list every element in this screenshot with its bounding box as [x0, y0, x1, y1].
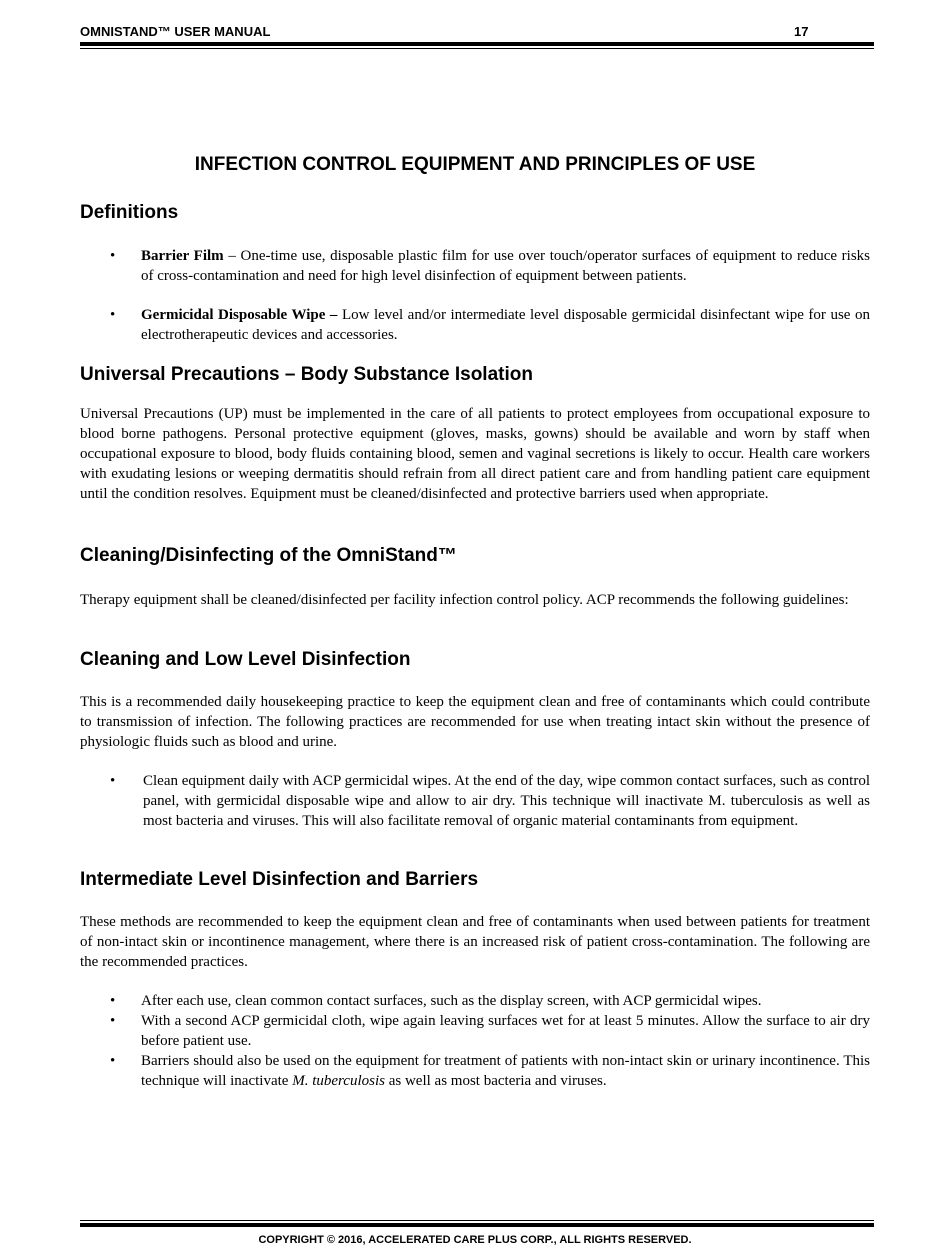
footer-rule-thick [80, 1223, 874, 1227]
list-item [80, 771, 870, 831]
bullet-text: Clean equipment daily with ACP germicidal wipes. At the end of the day, wipe common contact surfaces, such as control panel, with germicidal disposable wipe and allow to air dry. This technique will inactivate M. tuberculosis as well as most bacteria and viruses. This will also facilitate removal of organic material contaminants from equipment. [143, 773, 870, 829]
definition-text: Low level and/or intermediate level disposable germicidal disinfectant wipe for use on electrotherapeutic devices and accessories. [141, 307, 870, 343]
bullet-icon: • [110, 1013, 116, 1029]
bullet-icon: • [110, 248, 116, 264]
universal-precautions-paragraph: Universal Precautions (UP) must be implemented in the care of all patients to protect employees from occupational exposure to blood borne pathogens. Personal protective equipment (gloves, masks, gowns) should be available and worn by staff when occupational exposure to blood, body fluids containing blood, semen and vaginal secretions is likely to occur. Health care workers with exudating lesions or weeping dermatitis should refrain from all direct patient care and from handling patient care equipment until the condition resolves. Equipment must be cleaned/disinfected and protective barriers used when appropriate. [80, 406, 870, 502]
footer-rule-thin [80, 1220, 874, 1221]
list-item [80, 1051, 870, 1091]
heading-universal-precautions: Universal Precautions – Body Substance Isolation [80, 364, 533, 385]
bullet-text: With a second ACP germicidal cloth, wipe again leaving surfaces wet for at least 5 minutes. Allow the surface to air dry before patient use. [141, 1013, 870, 1049]
list-item [80, 1011, 870, 1051]
list-item [80, 991, 870, 1011]
copyright-footer: COPYRIGHT © 2016, ACCELERATED CARE PLUS CORP., ALL RIGHTS RESERVED. [258, 1234, 692, 1246]
heading-low-level-disinfection: Cleaning and Low Level Disinfection [80, 649, 411, 670]
definition-term: Barrier Film [141, 248, 224, 264]
organism-name: M. tuberculosis [292, 1073, 385, 1089]
manual-title: OMNISTAND™ USER MANUAL [80, 24, 271, 39]
definition-text: – One-time use, disposable plastic film for use over touch/operator surfaces of equipment to reduce risks of cross-contamination and need for high level disinfection of equipment between patients. [141, 248, 870, 284]
list-item [80, 305, 870, 345]
cleaning-omnistand-paragraph: Therapy equipment shall be cleaned/disinfected per facility infection control policy. ACP recommends the following guidelines: [80, 592, 849, 608]
low-level-list [80, 771, 870, 831]
bullet-icon: • [110, 307, 116, 323]
intermediate-level-list [80, 991, 870, 1091]
definitions-list [80, 246, 870, 345]
page-title: INFECTION CONTROL EQUIPMENT AND PRINCIPLES OF USE [194, 154, 756, 175]
page-number: 17 [794, 24, 809, 39]
intermediate-level-paragraph: These methods are recommended to keep the equipment clean and free of contaminants when used between patients for treatment of non-intact skin or incontinence management, where there is an increased risk of patient cross-contamination. The following are the recommended practices. [80, 914, 870, 970]
heading-intermediate-level: Intermediate Level Disinfection and Barriers [80, 869, 479, 890]
list-item [80, 246, 870, 286]
bullet-icon: • [110, 993, 116, 1009]
bullet-text: After each use, clean common contact surfaces, such as the display screen, with ACP germicidal wipes. [141, 993, 762, 1009]
bullet-text: as well as most bacteria and viruses. [384, 1073, 607, 1089]
definition-term: Germicidal Disposable Wipe – [141, 307, 338, 323]
header-rule-thick [80, 42, 874, 46]
page-header [80, 22, 873, 42]
low-level-paragraph: This is a recommended daily housekeeping practice to keep the equipment clean and free of contaminants which could contribute to transmission of infection. The following practices are recommended for use when treating intact skin without the presence of physiologic fluids such as blood and urine. [80, 694, 870, 750]
bullet-icon: • [110, 1053, 116, 1069]
bullet-text: Barriers should also be used on the equipment for treatment of patients with non-intact skin or urinary incontinence. This technique will inactivate [141, 1053, 870, 1089]
bullet-icon: • [110, 773, 116, 789]
heading-definitions: Definitions [80, 202, 179, 223]
heading-cleaning-omnistand: Cleaning/Disinfecting of the OmniStand™ [80, 545, 457, 566]
header-rule-thin [80, 48, 874, 49]
